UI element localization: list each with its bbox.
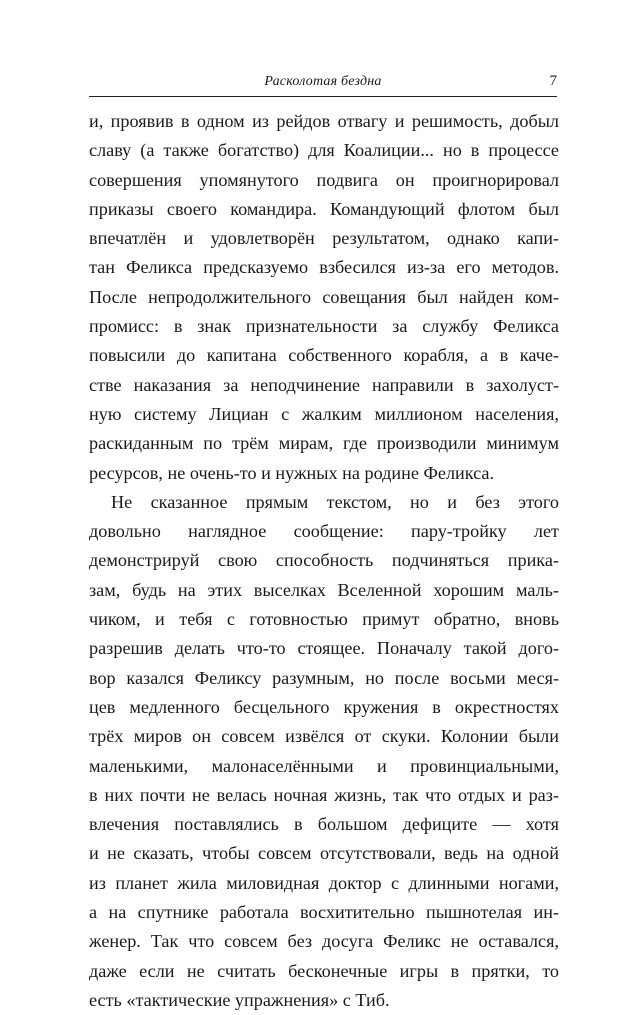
text-line: из планет жила миловидная доктор с длинными ногами, (89, 872, 559, 893)
text-line: вор казался Феликсу разумным, но после восьми меся- (89, 667, 559, 688)
text-line: и не сказать, чтобы совсем отсутствовали, ведь на одной (89, 843, 559, 864)
text-line: маленькими, малонаселёнными и провинциальными, (89, 755, 559, 776)
text-line: даже если не считать бесконечные игры в прятки, то (89, 960, 559, 981)
body-text (89, 107, 559, 1015)
paragraph-2 (89, 488, 559, 1015)
text-line: довольно наглядное сообщение: пару-тройку лет (89, 521, 559, 542)
text-line: женер. Так что совсем без досуга Феликс не оставался, (89, 931, 559, 952)
running-header (89, 68, 557, 97)
running-title: Расколотая бездна (264, 74, 382, 89)
paragraph-1 (89, 107, 559, 488)
text-line: цев медленного бесцельного кружения в окрестностях (89, 696, 559, 717)
text-line: и, проявив в одном из рейдов отвагу и решимость, добыл (89, 111, 559, 131)
text-line: влечения поставлялись в большом дефиците — хотя (89, 814, 559, 835)
text-line: есть «тактические упражнения» с Тиб. (89, 989, 390, 1010)
text-line: разрешив делать что-то стоящее. Поначалу такой дого- (89, 638, 559, 659)
text-line: впечатлён и удовлетворён результатом, однако капи- (89, 228, 559, 249)
text-line: чиком, и тебя с готовностью примут обратно, вновь (89, 609, 559, 630)
text-line: а на спутнике работала восхитительно пышнотелая ин- (89, 902, 559, 923)
text-line: ную систему Лициан с жалким миллионом населения, (89, 403, 559, 424)
text-line: приказы своего командира. Командующий флотом был (89, 198, 559, 219)
text-line: промисс: в знак признательности за службу Феликса (89, 316, 559, 337)
text-line: После непродолжительного совещания был найден ком- (89, 286, 559, 307)
page-number: 7 (549, 73, 557, 89)
text-line: раскиданным по трём мирам, где производили минимум (89, 433, 559, 454)
text-line: демонстрируй свою способность подчиняться прика- (89, 550, 559, 571)
text-line: совершения упомянутого подвига он проигнорировал (89, 169, 559, 190)
text-line: Не сказанное прямым текстом, но и без этого (111, 491, 559, 512)
text-line: славу (а также богатство) для Коалиции... но в процессе (89, 140, 559, 161)
text-line: тан Феликса предсказуемо взбесился из-за его методов. (89, 257, 559, 278)
text-line: стве наказания за неподчинение направили в захолуст- (89, 374, 559, 395)
text-line: трёх миров он совсем извёлся от скуки. Колонии были (89, 726, 559, 747)
text-line: в них почти не велась ночная жизнь, так что отдых и раз- (89, 784, 559, 805)
text-line: зам, будь на этих выселках Вселенной хорошим маль- (89, 579, 559, 600)
text-line: повысили до капитана собственного корабля, а в каче- (89, 345, 559, 366)
text-line: ресурсов, не очень-то и нужных на родине Феликса. (89, 462, 495, 483)
